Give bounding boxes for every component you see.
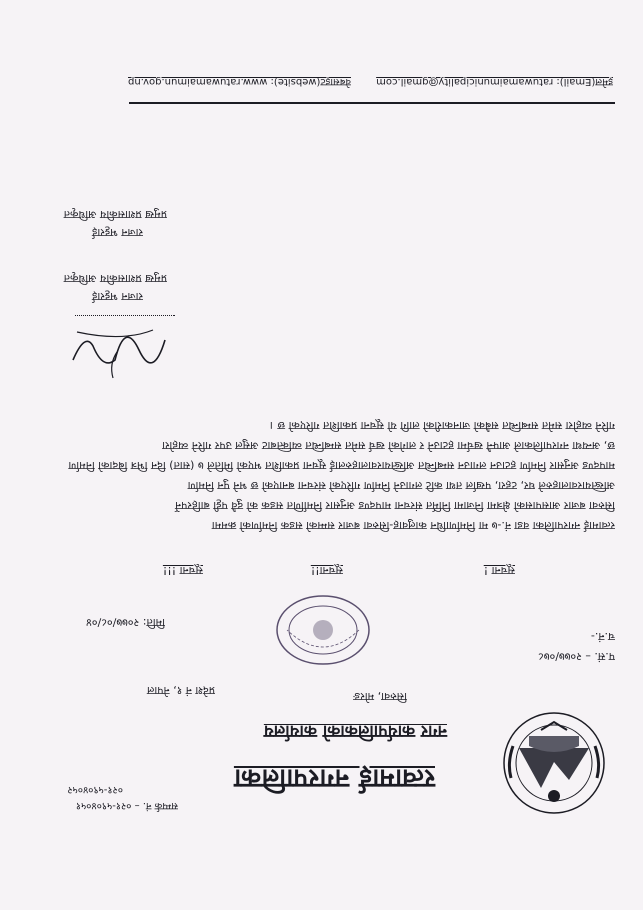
signatory-name: राजन भट्टराई <box>92 290 143 303</box>
contact-phone-2: ०२१-५९०४०५२ <box>67 784 123 795</box>
footer-email: इमेल(Email): ratuwamaimunicipality@gmail.com <box>376 76 613 87</box>
handwritten-signature-icon <box>63 310 173 390</box>
footer-website: वेबसाइट(website): www.ratuwamaimun.gov.np <box>128 76 351 87</box>
office-subtitle: नगर कार्यपालिकाको कार्यालय <box>263 721 447 741</box>
signatory-name-copy: राजन भट्टराई <box>92 226 143 239</box>
province: प्रदेश नं १, नेपाल <box>146 684 215 697</box>
notice-label-1: सूचना ! <box>483 564 515 577</box>
contact-phone-1: सम्पर्क नं. – ०२१-५९०४०५१ <box>75 800 178 811</box>
reference-number: प.सं. – २०७७/०७८ <box>538 650 615 663</box>
body-line: गरिने व्यहोरा समेत सम्बन्धित सबैको जानकारीको लागि यो सूचना प्रकाशित गरिएको छ । <box>269 419 615 432</box>
office-seal-icon <box>273 590 373 670</box>
nepal-government-emblem-icon <box>499 708 609 818</box>
notice-label-2: सूचना!! <box>310 564 343 577</box>
office-place: सिरुवा, मोरङ <box>353 690 407 703</box>
body-line: छ, अन्यथा नगरपालिकाले आफ्नै खर्चमा हटाउने र लागेको खर्च समेत सम्बन्धित व्यक्तिबाट असुल उपर गरिने व्यहोरा <box>162 439 615 452</box>
body-line: अख्तियारवालाहरुले घर, टहरा, पर्खाल तथा कटि लगाउने निर्माण गरिएको संरचना बनाएको छ भने पुन निर्माण <box>187 479 615 492</box>
body-line: सिरुवा बजार आसपासको क्षेत्रमा निजामा निर्मित संरचना मापदण्ड अनुसार निर्माणित सडक को दुवै पट्टी बाहिरपर्ने <box>175 499 615 512</box>
letter-date: मिति: २०७७/०८/०४ <box>86 616 165 629</box>
body-line: मापदण्ड अनुसार निर्माण हटाउन लगाउन सम्बन्धित अख्तियारवालाहरुलाई सूचना प्रकाशित भएको मितिले ७ (सात) दिन भित्र बिदाको निर्माण <box>68 459 615 472</box>
body-line: रत्वामाई नगरपालिका वडा नं.-७ मा निर्माणाधिन कालुवाह-सिरुवा बजार सम्मको सडक निर्माणको क्रममा <box>211 519 615 532</box>
footer-divider <box>129 102 615 104</box>
signatory-designation-copy: प्रमुख प्रशासकीय अधिकृत <box>63 208 167 221</box>
page-title: रत्वामाई नगरपालिका <box>233 763 435 793</box>
signature-line <box>75 314 175 316</box>
notice-label-3: सूचना !!! <box>162 564 203 577</box>
dispatch-number: च.नं.- <box>590 630 615 643</box>
signatory-designation: प्रमुख प्रशासकीय अधिकृत <box>63 272 167 285</box>
